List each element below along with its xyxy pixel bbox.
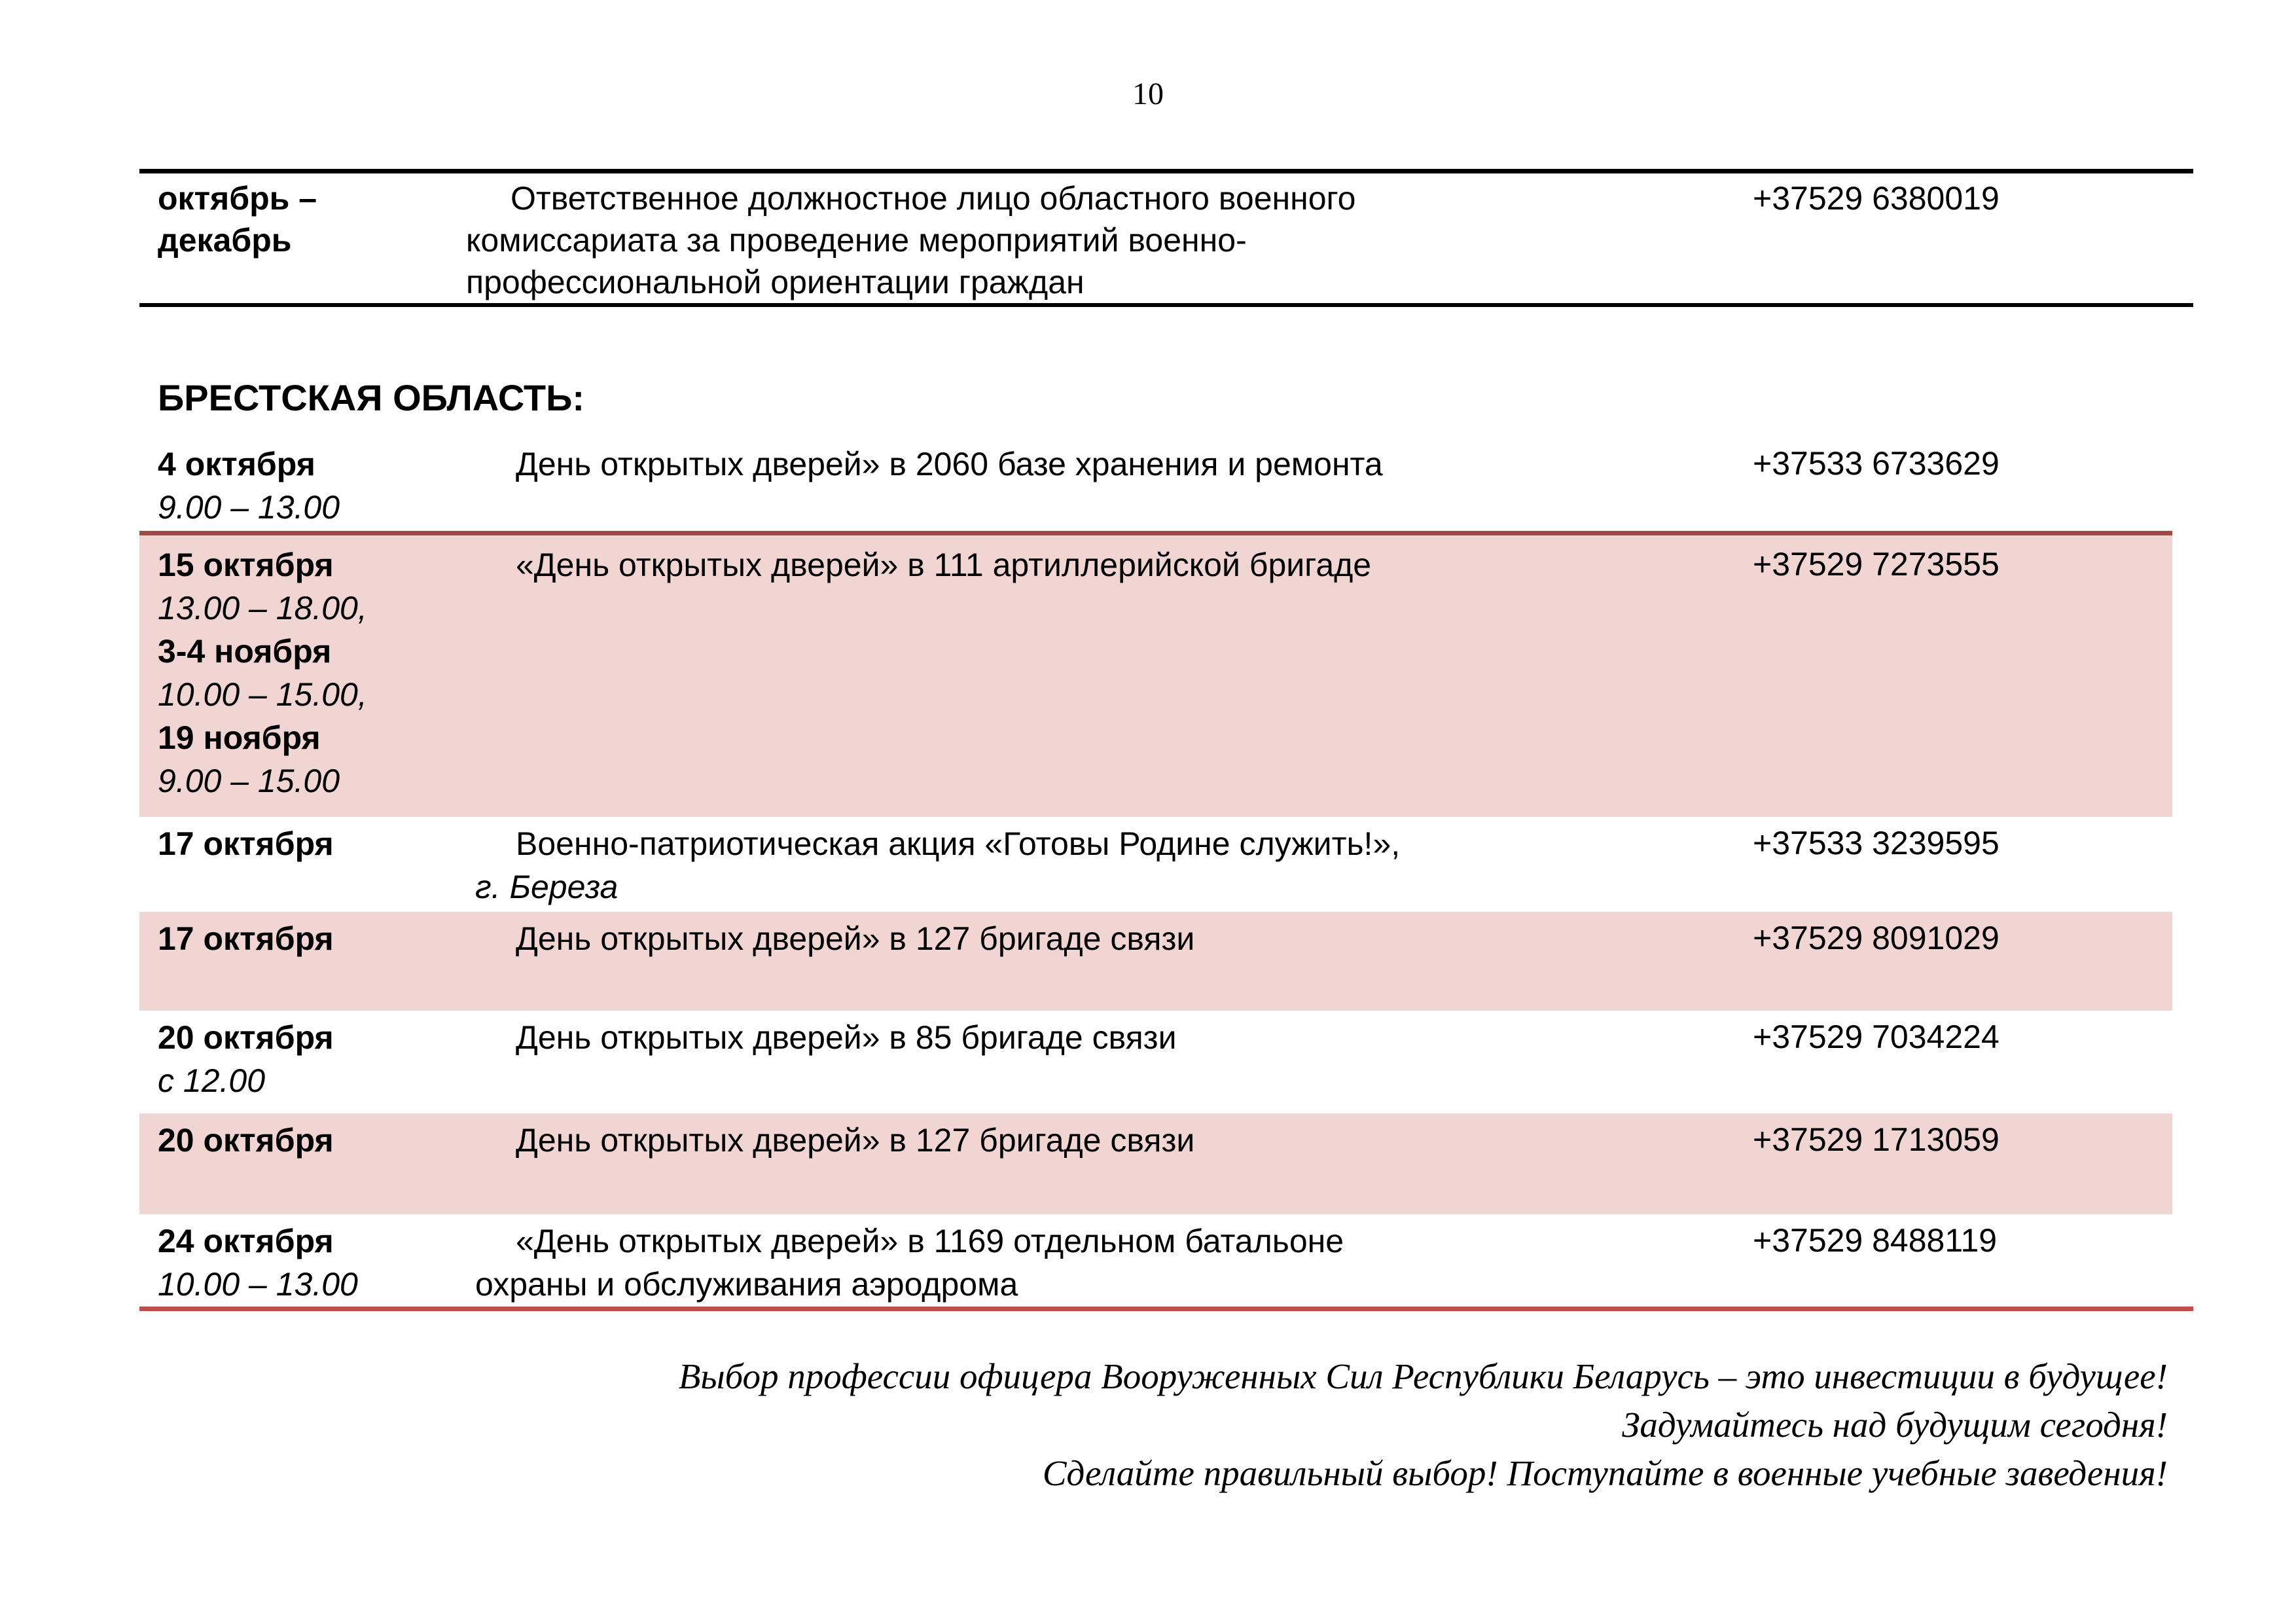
date-cell (139, 917, 458, 1011)
phone-number: +37533 3239595 (1753, 825, 2000, 861)
event-cell (458, 1219, 1753, 1307)
event-cell (458, 442, 1753, 531)
date-line: октябрь – (158, 180, 317, 217)
event-line: «День открытых дверей» в 1169 отдельном батальоне (516, 1223, 1344, 1259)
event-line: День открытых дверей» в 127 бригаде связи (516, 920, 1195, 957)
date-cell (139, 442, 458, 531)
phone-number: +37529 1713059 (1753, 1121, 2000, 1158)
event-line: охраны и обслуживания аэродрома (475, 1266, 1018, 1303)
event-line: профессиональной ориентации граждан (466, 264, 1085, 300)
event-line: г. Береза (475, 869, 619, 905)
responsible-official-table (139, 169, 2193, 307)
phone-cell (1753, 1016, 2193, 1113)
date-line: 24 октября (158, 1223, 334, 1259)
phone-number: +37529 8091029 (1753, 920, 2000, 956)
event-line: День открытых дверей» в 127 бригаде связи (516, 1122, 1195, 1159)
event-line: комиссариата за проведение мероприятий военно- (466, 222, 1247, 259)
phone-cell (1753, 917, 2172, 1011)
phone-cell (1753, 442, 2193, 531)
date-line: 20 октября (158, 1019, 334, 1056)
time-line: с 12.00 (158, 1062, 266, 1099)
date-line: 19 ноября (158, 719, 321, 756)
phone-number: +37529 7273555 (1753, 546, 2000, 583)
phone-cell (1753, 1119, 2172, 1214)
event-cell (458, 543, 1753, 817)
date-line: 15 октября (158, 547, 334, 583)
footer-line: Сделайте правильный выбор! Поступайте в военные учебные заведения! (1042, 1453, 2168, 1493)
phone-number: +37529 8488119 (1753, 1222, 1998, 1259)
event-line: Ответственное должностное лицо областного военного (511, 180, 1356, 217)
table-row (139, 817, 2193, 912)
phone-cell (1753, 543, 2172, 817)
date-line: 17 октября (158, 920, 334, 957)
event-cell (458, 1016, 1753, 1113)
table-row (139, 531, 2172, 817)
footer-slogan (262, 1352, 2168, 1498)
page-number: 10 (1132, 77, 1164, 111)
schedule-table (139, 437, 2193, 1311)
date-line: 17 октября (158, 825, 334, 862)
phone-cell (1753, 822, 2193, 912)
time-line: 9.00 – 15.00 (158, 763, 340, 799)
phone-number: +37529 6380019 (1753, 180, 2000, 217)
table-row (139, 437, 2193, 531)
phone-number: +37529 7034224 (1753, 1019, 2000, 1055)
phone-number: +37533 6733629 (1753, 445, 2000, 482)
event-line: День открытых дверей» в 2060 базе хранения и ремонта (516, 446, 1383, 482)
time-line: 10.00 – 13.00 (158, 1266, 358, 1303)
event-line: «День открытых дверей» в 111 артиллерийской бригаде (516, 547, 1372, 583)
date-line: декабрь (158, 222, 292, 259)
table-row (139, 1214, 2193, 1307)
event-line: День открытых дверей» в 85 бригаде связи (516, 1019, 1177, 1056)
date-cell (139, 177, 458, 303)
date-cell (139, 1219, 458, 1307)
time-line: 13.00 – 18.00, (158, 590, 367, 626)
table-row (139, 173, 2193, 303)
date-line: 20 октября (158, 1122, 334, 1159)
date-line: 4 октября (158, 446, 315, 482)
event-cell (458, 822, 1753, 912)
date-cell (139, 1119, 458, 1214)
table-row (139, 1011, 2193, 1113)
phone-cell (1753, 177, 2193, 303)
event-cell (458, 917, 1753, 1011)
time-line: 9.00 – 13.00 (158, 489, 340, 526)
event-cell (458, 1119, 1753, 1214)
table-row (139, 1113, 2172, 1214)
date-cell (139, 822, 458, 912)
date-line: 3-4 ноября (158, 633, 332, 670)
time-line: 10.00 – 15.00, (158, 676, 367, 713)
footer-line: Задумайтесь над будущим сегодня! (1622, 1405, 2168, 1445)
date-cell (139, 543, 458, 817)
table-row (139, 912, 2172, 1011)
event-cell (458, 177, 1753, 303)
event-line: Военно-патриотическая акция «Готовы Родине служить!», (516, 825, 1401, 862)
footer-line: Выбор профессии офицера Вооруженных Сил Республики Беларусь – это инвестиции в будущее! (678, 1356, 2168, 1396)
phone-cell (1753, 1219, 2193, 1307)
section-heading-brest-region: БРЕСТСКАЯ ОБЛАСТЬ: (158, 377, 584, 418)
date-cell (139, 1016, 458, 1113)
